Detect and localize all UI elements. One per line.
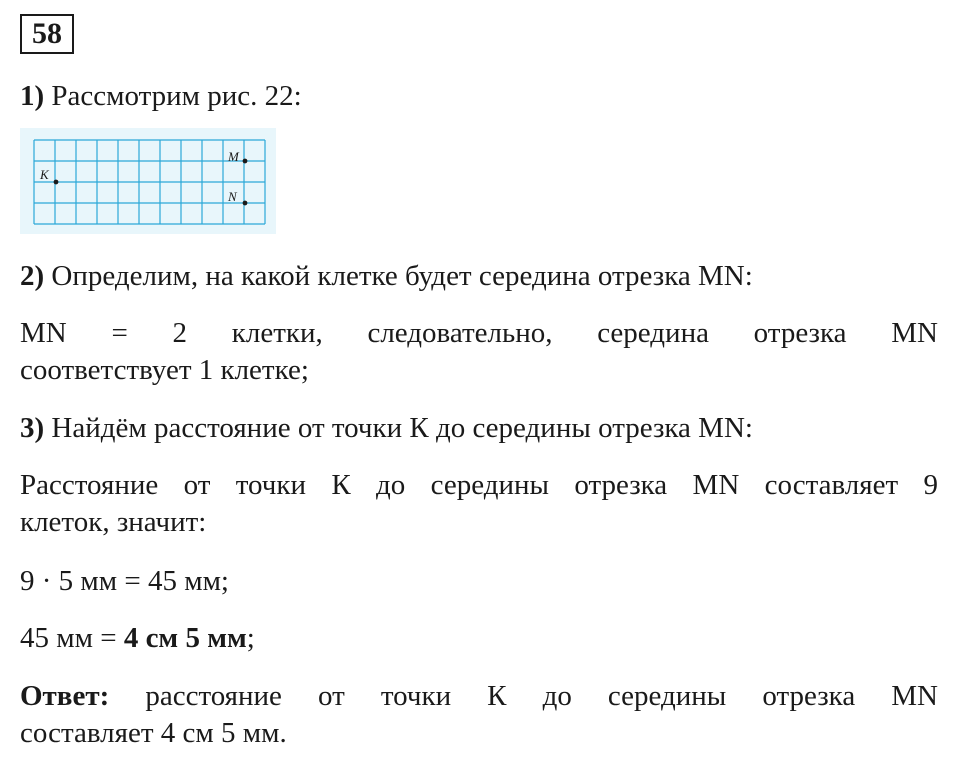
step-3-para-line2: клеток, значит: xyxy=(20,506,207,538)
answer-line1 xyxy=(20,678,938,715)
point-k-label: K xyxy=(40,167,49,182)
step-2 xyxy=(20,258,753,295)
step-1-number: 1) xyxy=(20,80,45,112)
step-3-text: Найдём расстояние от точки К до середины отрезка MN: xyxy=(51,412,753,444)
answer-label: Ответ: xyxy=(20,680,110,712)
calc-line-2-result: 4 см 5 мм xyxy=(123,622,247,654)
calc-line-2-prefix: 45 мм = xyxy=(20,622,124,654)
step-2-number: 2) xyxy=(20,260,45,292)
point-n-label: N xyxy=(228,189,237,204)
step-3-number: 3) xyxy=(20,412,45,444)
step-3 xyxy=(20,410,753,447)
figure-background xyxy=(20,128,276,234)
problem-number-badge: 58 xyxy=(20,14,74,54)
point-m-label: M xyxy=(228,149,239,164)
step-2-text: Определим, на какой клетке будет середина отрезка MN: xyxy=(51,260,753,292)
answer-line2: составляет 4 см 5 мм. xyxy=(20,717,287,749)
grid-figure xyxy=(20,128,276,234)
step-1 xyxy=(20,78,302,115)
step-1-text: Рассмотрим рис. 22: xyxy=(51,80,302,112)
step-3-para-line1: Расстояние от точки К до середины отрезка MN составляет 9 xyxy=(20,469,938,501)
calc-line-2 xyxy=(20,620,255,657)
step-2-para-line2: соответствует 1 клетке; xyxy=(20,354,309,386)
calc-line-2-suffix: ; xyxy=(246,622,255,654)
answer-text-line1: расстояние от точки К до середины отрезка MN xyxy=(145,680,939,712)
step-2-para-line1: MN = 2 клетки, следовательно, середина отрезка MN xyxy=(20,317,938,349)
calc-line-1: 9 · 5 мм = 45 мм; xyxy=(20,565,229,597)
